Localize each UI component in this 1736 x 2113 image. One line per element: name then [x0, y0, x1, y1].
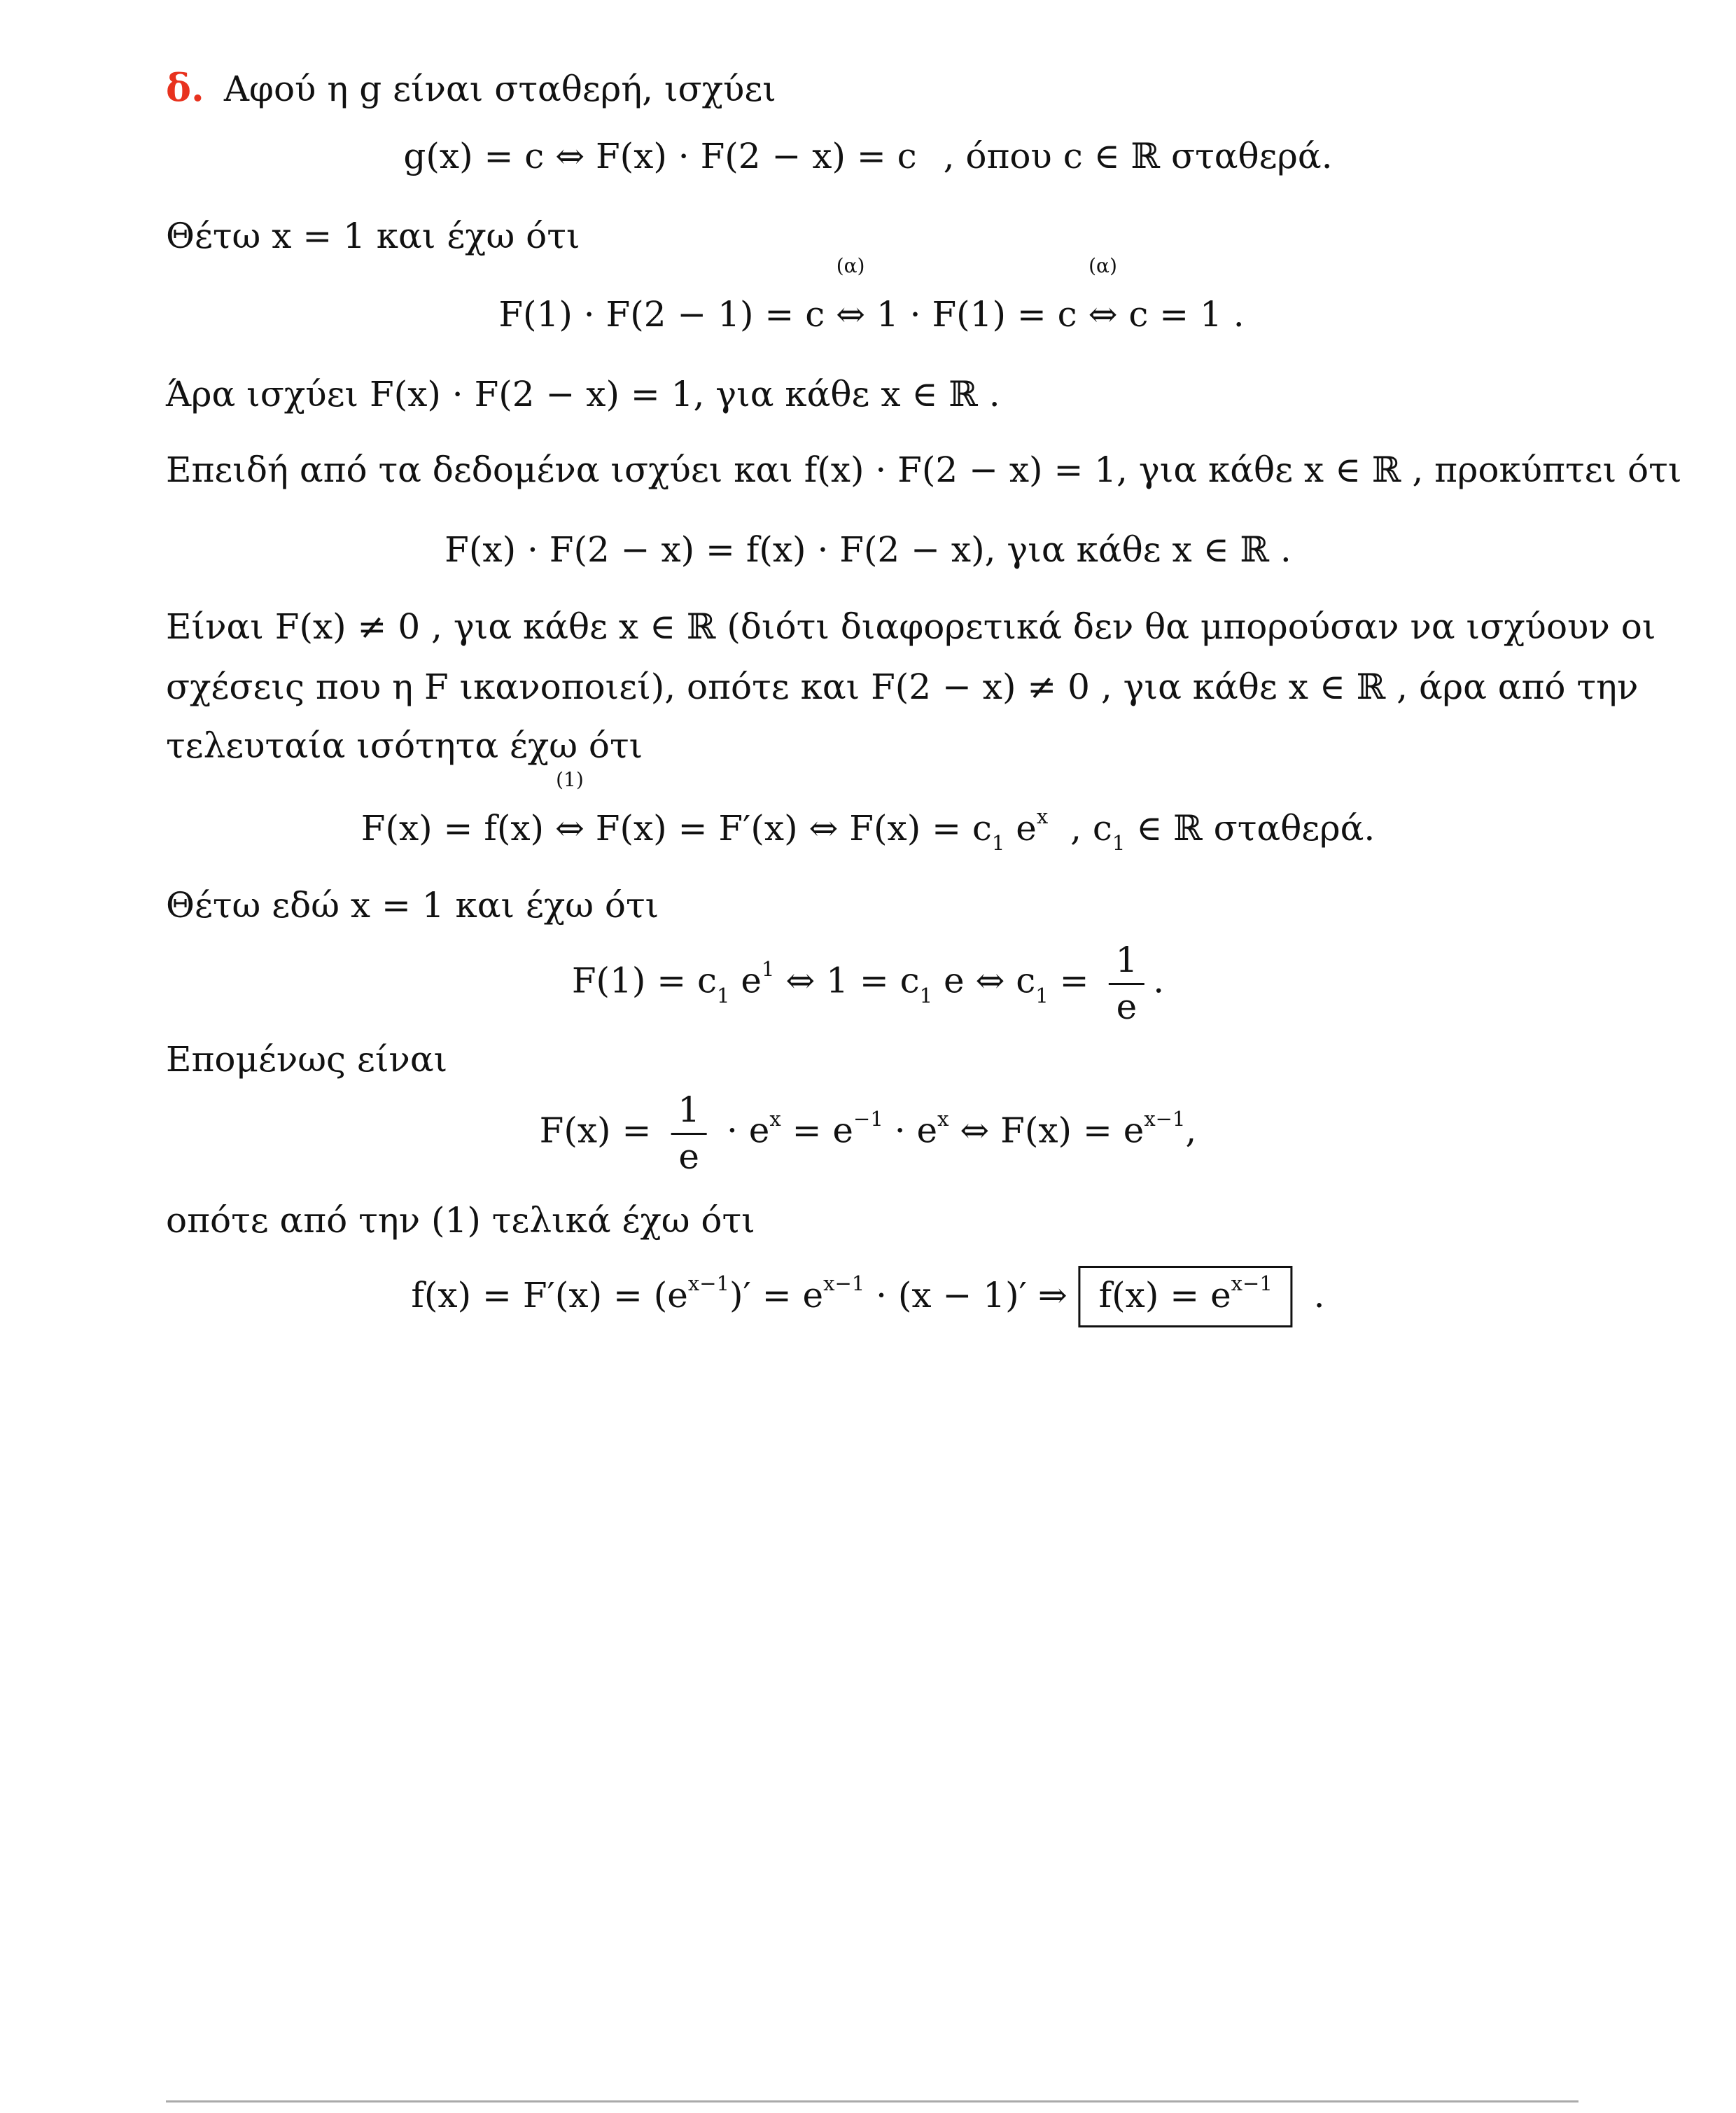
- equation-6-sup3: x: [937, 1106, 949, 1131]
- equation-4: [360, 768, 1376, 855]
- exp-base: e: [1016, 808, 1037, 849]
- section-label: δ.: [166, 65, 204, 110]
- subscript-1: 1: [991, 831, 1005, 855]
- line-since: Επειδή από τα δεδομένα ισχύει και f(x) · F(2 − x) = 1, για κάθε x ∈ ℝ , προκύπτει ότι: [166, 449, 1682, 490]
- equation-5-end: .: [1153, 960, 1165, 1001]
- equation-5-sup: 1: [761, 956, 775, 981]
- fraction-1-over-e-2: [671, 1089, 707, 1177]
- fraction-numerator-2: 1: [671, 1092, 707, 1135]
- equation-2-part3: c = 1 .: [1128, 294, 1245, 335]
- arrow-symbol-3: ⇔: [554, 808, 584, 849]
- equivalence-arrow-1: [554, 768, 584, 849]
- subscript-2: 1: [1112, 831, 1126, 855]
- equation-6-sup1: x: [769, 1106, 781, 1131]
- equation-2: [498, 254, 1245, 335]
- line-hence: Επομένως είναι: [166, 1039, 448, 1080]
- equation-4-part2: F(x) = F′(x) ⇔ F(x) = c: [595, 808, 992, 849]
- equation-4-part1: F(x) = f(x): [360, 808, 545, 849]
- equation-5-sub3: 1: [1035, 983, 1049, 1007]
- equation-6: [539, 1089, 1197, 1177]
- equation-5-b: ⇔ 1 = c: [785, 960, 920, 1001]
- arrow-symbol-2: ⇔: [1088, 294, 1118, 335]
- final-result-exponent: x−1: [1231, 1271, 1273, 1295]
- exponent-x: x: [1036, 804, 1049, 828]
- fraction-numerator: 1: [1108, 942, 1144, 985]
- equation-3: F(x) · F(2 − x) = f(x) · F(2 − x), για κάθε x ∈ ℝ .: [444, 529, 1292, 570]
- paragraph-line-2: σχέσεις που η F ικανοποιεί), οπότε και F(2 − x) ≠ 0 , για κάθε x ∈ ℝ , άρα από την: [166, 667, 1639, 707]
- equation-7-a: f(x) = F′(x) = (e: [411, 1275, 688, 1316]
- equation-7-end: .: [1313, 1275, 1325, 1316]
- equation-6-sup2: −1: [853, 1106, 883, 1131]
- equation-1-rhs: , όπου c ∈ ℝ σταθερά.: [943, 136, 1333, 176]
- line-from-1: οπότε από την (1) τελικά έχω ότι: [166, 1200, 755, 1241]
- equation-6-c: = e: [792, 1110, 854, 1151]
- fraction-denominator-2: e: [678, 1136, 699, 1177]
- equation-5-sub2: 1: [919, 983, 933, 1007]
- equation-6-f: ,: [1185, 1110, 1197, 1151]
- equation-4-part3: , c: [1070, 808, 1112, 849]
- equation-6-b: · e: [726, 1110, 770, 1151]
- equation-1-lhs: g(x) = c ⇔ F(x) · F(2 − x) = c: [403, 136, 917, 176]
- equation-6-a: F(x) =: [539, 1110, 652, 1151]
- equivalence-arrow-alpha-2: [1088, 254, 1118, 335]
- section-heading: [166, 65, 776, 110]
- equation-7-sup1: x−1: [687, 1271, 729, 1295]
- equation-6-d: · e: [894, 1110, 938, 1151]
- equation-5: [571, 940, 1165, 1027]
- equation-5-e: e: [741, 960, 762, 1001]
- equation-2-part1: F(1) · F(2 − 1) = c: [498, 294, 825, 335]
- line-therefore: Άρα ισχύει F(x) · F(2 − x) = 1, για κάθε x ∈ ℝ .: [166, 374, 1000, 414]
- line-set-x1: Θέτω x = 1 και έχω ότι: [166, 216, 580, 256]
- arrow-symbol-1: ⇔: [836, 294, 866, 335]
- equation-6-e: ⇔ F(x) = e: [960, 1110, 1144, 1151]
- section-intro: Αφού η g είναι σταθερή, ισχύει: [223, 69, 776, 109]
- equation-2-part2: 1 · F(1) = c: [876, 294, 1077, 335]
- equation-7-sup2: x−1: [823, 1271, 865, 1295]
- equation-5-a: F(1) = c: [571, 960, 718, 1001]
- equation-5-sub1: 1: [717, 983, 730, 1007]
- final-result-box: [1079, 1266, 1293, 1327]
- equation-1: [403, 136, 1333, 176]
- paragraph-line-3: τελευταία ισότητα έχω ότι: [166, 725, 643, 766]
- footer-rule: [166, 2100, 1578, 2102]
- equation-4-part4: ∈ ℝ σταθερά.: [1136, 808, 1376, 849]
- paragraph-line-1: Είναι F(x) ≠ 0 , για κάθε x ∈ ℝ (διότι διαφορετικά δεν θα μπορούσαν να ισχύουν οι: [166, 606, 1656, 647]
- arrow-tag-alpha-1: (α): [836, 254, 865, 277]
- fraction-1-over-e: [1108, 940, 1144, 1027]
- arrow-tag-1: (1): [556, 768, 584, 791]
- arrow-tag-alpha-2: (α): [1088, 254, 1117, 277]
- equation-6-sup4: x−1: [1144, 1106, 1186, 1131]
- equation-7-c: · (x − 1)′ ⇒: [876, 1275, 1068, 1316]
- fraction-denominator: e: [1116, 986, 1138, 1027]
- equation-7-b: )′ = e: [729, 1275, 824, 1316]
- equation-5-c: e ⇔ c: [944, 960, 1036, 1001]
- equation-7: [411, 1266, 1324, 1327]
- final-result-text: f(x) = e: [1098, 1275, 1231, 1316]
- equation-5-d: =: [1059, 960, 1089, 1001]
- line-set-here: Θέτω εδώ x = 1 και έχω ότι: [166, 885, 659, 926]
- equivalence-arrow-alpha-1: [836, 254, 866, 335]
